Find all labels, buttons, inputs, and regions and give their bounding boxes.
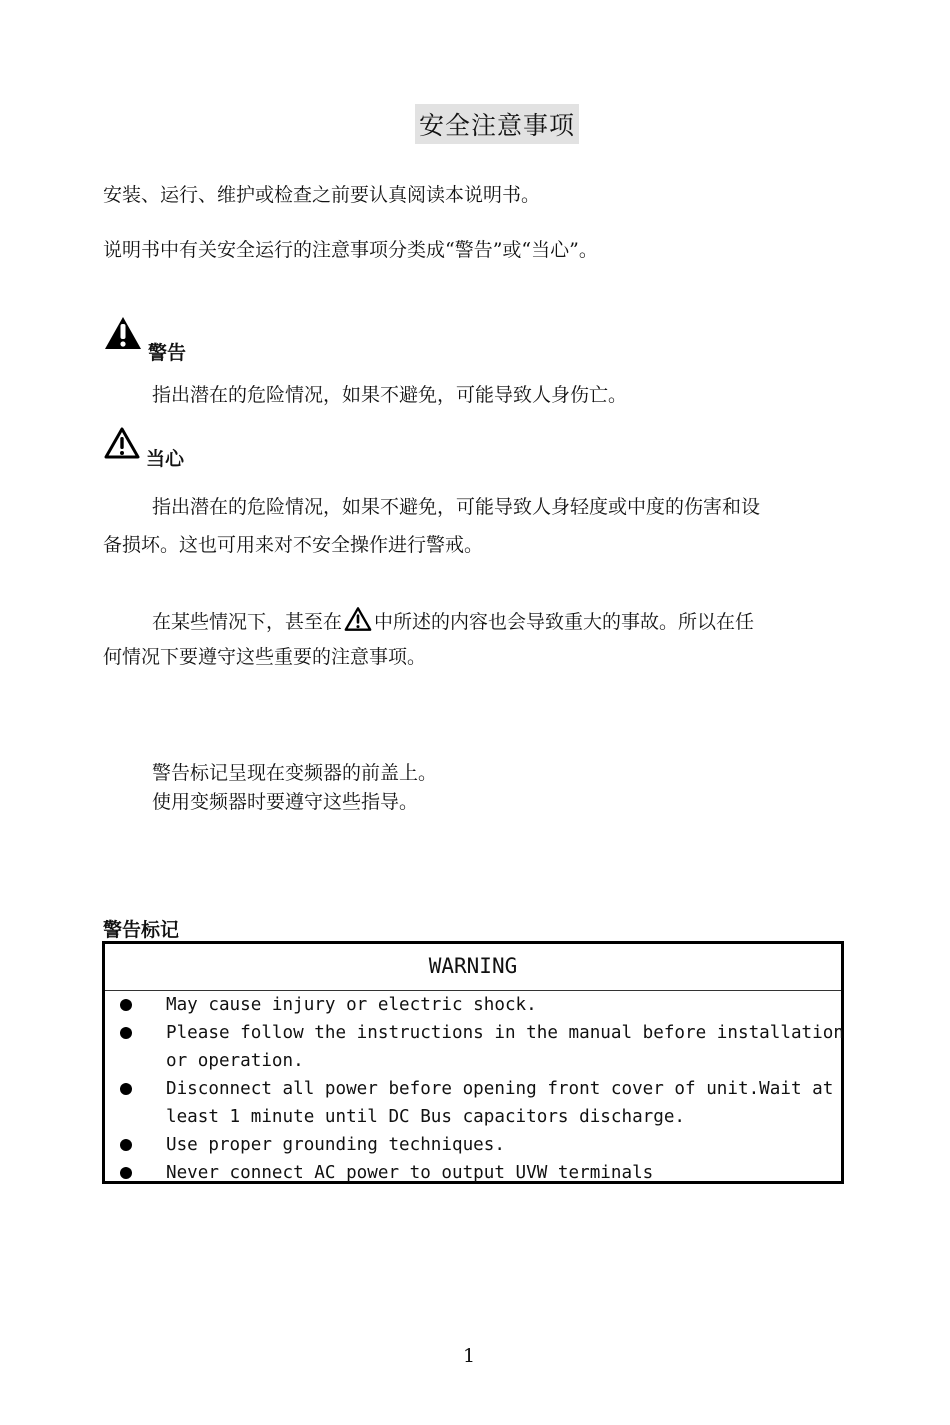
warning-item-line: least 1 minute until DC Bus capacitors discharge. — [166, 1107, 686, 1127]
marking-label: 警告标记 — [103, 919, 180, 941]
warning-item-line: Never connect AC power to output UVW terminals — [166, 1163, 654, 1183]
warning-label: 警告 — [148, 342, 187, 364]
warning-heading — [103, 315, 143, 355]
caution-inline-icon — [344, 606, 372, 637]
caution-icon — [104, 426, 140, 464]
warning-item — [105, 1131, 841, 1159]
intro-line-1: 安装、运行、维护或检查之前要认真阅读本说明书。 — [103, 184, 541, 206]
note-line-1 — [152, 606, 754, 637]
bullet-icon — [120, 1027, 132, 1039]
page-number: 1 — [463, 1345, 476, 1367]
bullet-icon — [120, 1083, 132, 1095]
page-title: 安全注意事项 — [415, 104, 579, 144]
caution-heading — [104, 426, 140, 464]
warning-description: 指出潜在的危险情况，如果不避免，可能导致人身伤亡。 — [152, 384, 628, 406]
warning-item — [105, 1019, 844, 1075]
warning-box-header: WARNING — [105, 944, 841, 991]
intro-line-2: 说明书中有关安全运行的注意事项分类成“警告”或“当心”。 — [103, 239, 598, 261]
warning-item — [105, 1075, 841, 1131]
warning-item-line: Please follow the instructions in the manual before installation — [166, 1023, 844, 1043]
warning-item — [105, 1159, 841, 1187]
marking-note-2: 使用变频器时要遵守这些指导。 — [152, 791, 419, 813]
note-line-2: 何情况下要遵守这些重要的注意事项。 — [103, 646, 427, 668]
warning-list — [105, 991, 844, 1187]
warning-label-box — [102, 941, 844, 1184]
warning-item-line: May cause injury or electric shock. — [166, 995, 537, 1015]
caution-label: 当心 — [146, 448, 185, 470]
note-line-1-after: 中所述的内容也会导致重大的事故。所以在任 — [374, 611, 755, 633]
marking-note-1: 警告标记呈现在变频器的前盖上。 — [152, 762, 438, 784]
warning-item-line: Use proper grounding techniques. — [166, 1135, 505, 1155]
bullet-icon — [120, 1139, 132, 1151]
warning-icon — [103, 315, 143, 355]
warning-item-line: or operation. — [166, 1051, 304, 1071]
warning-item-line: Disconnect all power before opening front cover of unit.Wait at — [166, 1079, 834, 1099]
note-line-1-before: 在某些情况下，甚至在 — [152, 611, 343, 633]
caution-description-2: 备损坏。这也可用来对不安全操作进行警戒。 — [103, 534, 484, 556]
bullet-icon — [120, 999, 132, 1011]
bullet-icon — [120, 1167, 132, 1179]
warning-item — [105, 991, 841, 1019]
caution-description-1: 指出潜在的危险情况，如果不避免，可能导致人身轻度或中度的伤害和设 — [152, 496, 761, 518]
